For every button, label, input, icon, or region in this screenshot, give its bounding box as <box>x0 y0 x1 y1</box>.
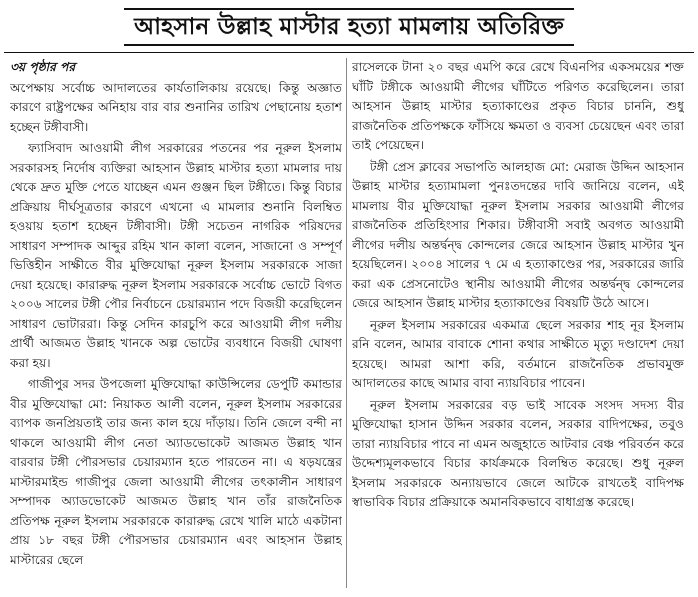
paragraph: অপেক্ষায় সর্বোচ্চ আদালতের কার্যতালিকায় রয়েছে। কিন্তু অজ্ঞাত কারণে রাষ্ট্রপক্ষের অনিহায় বার বার শুনানির তারিখ পেছানোয় হতাশ হচ্ছেন টঙ্গীবাসী। <box>10 80 342 134</box>
column-divider <box>346 58 347 588</box>
paragraph: ফ্যাসিবাদ আওয়ামী লীগ সরকারের পতনের পর নূরুল ইসলাম সরকারসহ নির্দোষ ব্যক্তিরা আহসান উল্লাহ মাস্টার হত্যা মামলার দায় থেকে দ্রুত মুক্তি পেতে যাচ্ছেন এমন গুঞ্জন ছিল টঙ্গীতে। কিন্তু বিচার প্রক্রিয়ায় দীর্ঘসূত্রতার কারণে এখনো এ মামলার শুনানি বিলম্বিত হওয়ায় হতাশ হচ্ছেন টঙ্গীবাসী। টঙ্গী সচেতন নাগরিক পরিষদের সাধারণ সম্পাদক আব্দুর রহিম খান কালা বলেন, সাজানো ও সম্পূর্ণ ভিত্তিহীন সাক্ষীতে বীর মুক্তিযোদ্ধা নূরুল ইসলাম সরকারকে সাজা দেয়া হয়েছে। কারারুদ্ধ নূরুল ইসলাম সরকারকে সর্বোচ্চ ভোটে বিগত ২০০৬ সালের টঙ্গী পৌর নির্বাচনে চেয়ারম্যান পদে বিজয়ী করেছিলেন সাধারণ ভোটাররা। কিন্তু সেদিন কারচুপি করে আওয়ামী লীগ দলীয় প্রার্থী আজমত উল্লাহ খানকে অল্প ভোটের ব্যবধানে বিজয়ী ঘোষণা করা হয়। <box>10 141 342 370</box>
headline-rule <box>4 52 694 53</box>
continued-from-label: ৩য় পৃষ্ঠার পর <box>10 60 76 74</box>
headline: আহসান উল্লাহ মাস্টার হত্যা মামলায় অতিরিক্ত <box>124 8 574 46</box>
left-column <box>10 58 342 590</box>
paragraph: নূরুল ইসলাম সরকারের একমাত্র ছেলে সরকার শাহ নূর ইসলাম রনি বলেন, আমার বাবাকে শোনা কথার সাক্ষীতে মৃত্যু দণ্ডাদেশ দেয়া হয়েছে। আমরা আশা করি, বর্তমানে রাজনৈতিক প্রভাবমুক্ত আদালতের কাছে আমার বাবা ন্যায়বিচার পাবেন। <box>352 317 684 390</box>
paragraph: রাসেলকে টানা ২০ বছর এমপি করে রেখে বিএনপির একসময়ের শক্ত ঘাঁটি টঙ্গীকে আওয়ামী লীগের ঘাঁটিতে পরিণত করেছিলেন। তারা আহসান উল্লাহ মাস্টার হত্যাকাণ্ডের প্রকৃত বিচার চাননি, শুধু রাজনৈতিক প্রতিপক্ষকে ফাঁসিয়ে ক্ষমতা ও ব্যবসা চেয়েছেন এবং তারা তাই পেয়েছেন। <box>352 60 684 152</box>
right-column <box>352 58 684 590</box>
headline-area <box>4 4 694 48</box>
paragraph: টঙ্গী প্রেস ক্লাবের সভাপতি আলহাজ মো: মেরাজ উদ্দিন আহসান উল্লাহ মাস্টার হত্যামামলা পুনঃতদন্তের দাবি জানিয়ে বলেন, এই মামলায় বীর মুক্তিযোদ্ধা নূরুল ইসলাম সরকার আওয়ামী লীগের রাজনৈতিক প্রতিহিংসার শিকার। টঙ্গীবাসী সবাই অবগত আওয়ামী লীগের দলীয় অন্তর্দ্বন্দ্ব কোন্দলের জেরে আহসান উল্লাহ মাস্টার খুন হয়েছিলেন। ২০০৪ সালের ৭ মে এ হত্যাকাণ্ডের পর, সরকারের জারি করা এক প্রেসনোটেও স্থানীয় আওয়ামী লীগের অন্তর্দ্বন্দ্ব কোন্দলের জেরে আহসান উল্লাহ মাস্টার হত্যাকাণ্ডের বিষয়টি উঠে আসে। <box>352 159 684 310</box>
paragraph: গাজীপুর সদর উপজেলা মুক্তিযোদ্ধা কাউন্সিলের ডেপুটি কমান্ডার বীর মুক্তিযোদ্ধা মো: নিয়াকত আলী বলেন, নূরুল ইসলাম সরকারের ব্যাপক জনপ্রিয়তাই তার জন্য কাল হয়ে দাঁড়ায়। তিনি জেলে বন্দী না থাকলে আওয়ামী লীগ নেতা অ্যাডভোকেট আজমত উল্লাহ খান বারবার টঙ্গী পৌরসভার চেয়ারম্যান হতে পারতেন না। এ ষড়যন্ত্রের মাস্টারমাইন্ড গাজীপুর জেলা আওয়ামী লীগের তৎকালীন সাধারণ সম্পাদক অ্যাডভোকেট আজমত উল্লাহ খান তাঁর রাজনৈতিক প্রতিপক্ষ নূরুল ইসলাম সরকারকে কারারুদ্ধ রেখে খালি মাঠে একটানা প্রায় ১৮ বছর টঙ্গী পৌরসভার চেয়ারম্যান এবং আহসান উল্লাহ মাস্টারের ছেলে <box>10 377 342 567</box>
paragraph: নূরুল ইসলাম সরকারের বড় ভাই সাবেক সংসদ সদস্য বীর মুক্তিযোদ্ধা হাসান উদ্দিন সরকার বলেন, সরকার বাদিপক্ষের, তবুও তারা ন্যায়বিচার পাবে না এমন অজুহাতে আটবার বেঞ্চ পরিবর্তন করে উদ্দেশ্যমূলকভাবে বিচার কার্যক্রমকে বিলম্বিত করেছে। শুধু নূরুল ইসলাম সরকারকে অন্যায়ভাবে জেলে আটকে রাখতেই বাদিপক্ষ স্বাভাবিক বিচার প্রক্রিয়াকে অমানবিকভাবে বাধাগ্রস্ত করেছে। <box>352 397 684 509</box>
newspaper-clipping <box>4 4 694 593</box>
